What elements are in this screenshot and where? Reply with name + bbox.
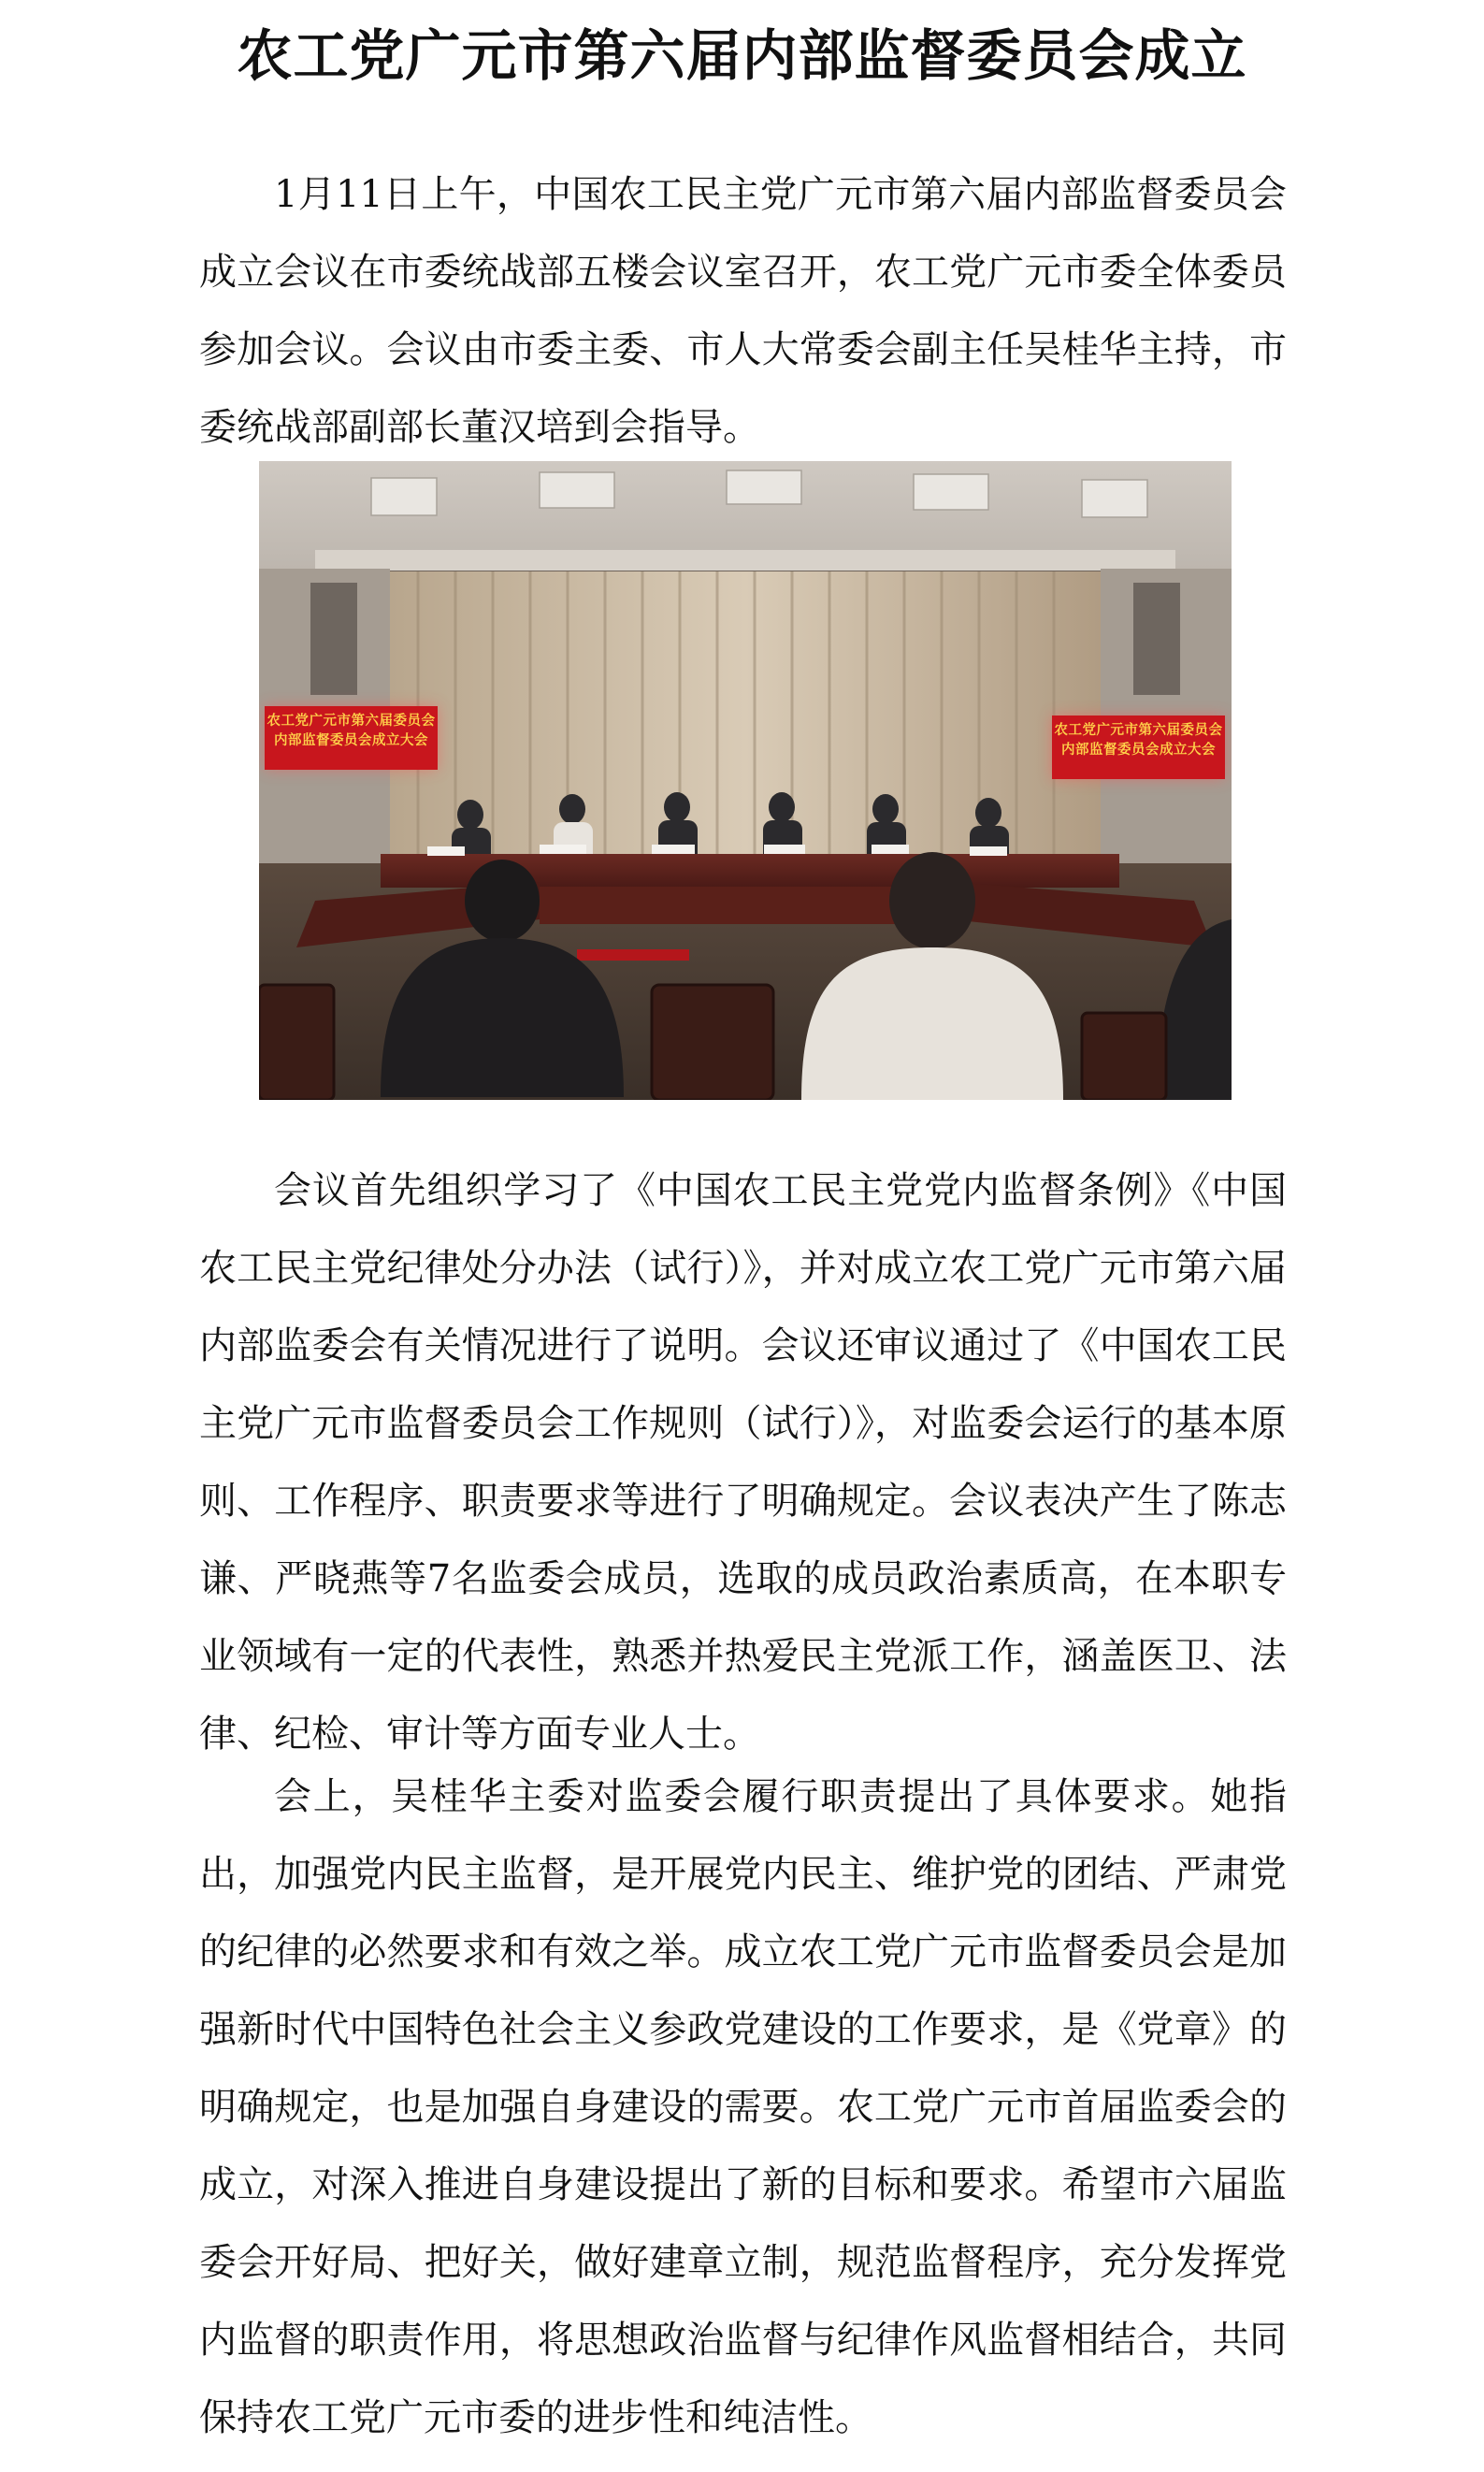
banner-left-line1: 农工党广元市第六届委员会 (267, 714, 436, 729)
paragraph-intro: 1月11日上午，中国农工民主党广元市第六届内部监督委员会成立会议在市委统战部五楼会议室召开，农工党广元市委全体委员参加会议。会议由市委主委、市人大常委会副主任吴桂华主持，市委统战部副部长董汉培到会指导。 (199, 173, 1287, 449)
banner-right-line2: 内部监督委员会成立大会 (1061, 743, 1216, 758)
article-title: 农工党广元市第六届内部监督委员会成立 (237, 23, 1247, 88)
banner-left (265, 706, 438, 770)
paragraph-requirements: 会上，吴桂华主委对监委会履行职责提出了具体要求。她指出，加强党内民主监督，是开展党内民主、维护党的团结、严肃党的纪律的必然要求和有效之举。成立农工党广元市监督委员会是加强新时代中国特色社会主义参政党建设的工作要求，是《党章》的明确规定，也是加强自身建设的需要。农工党广元市首届监委会的成立，对深入推进自身建设提出了新的目标和要求。希望市六届监委会开好局、把好关，做好建章立制，规范监督程序，充分发挥党内监督的职责作用，将思想政治监督与纪律作风监督相结合，共同保持农工党广元市委的进步性和纯洁性。 (199, 1775, 1287, 2439)
banner-right-line1: 农工党广元市第六届委员会 (1054, 723, 1223, 738)
meeting-scene (259, 461, 1232, 1100)
banner-left-line2: 内部监督委员会成立大会 (274, 733, 428, 748)
meeting-photo (259, 461, 1232, 1100)
banner-right (1052, 716, 1225, 779)
paragraph-study: 会议首先组织学习了《中国农工民主党党内监督条例》《中国农工民主党纪律处分办法（试行）》，并对成立农工党广元市第六届内部监委会有关情况进行了说明。会议还审议通过了《中国农工民主党广元市监督委员会工作规则（试行）》，对监委会运行的基本原则、工作程序、职责要求等进行了明确规定。会议表决产生了陈志谦、严晓燕等7名监委会成员，选取的成员政治素质高，在本职专业领域有一定的代表性，熟悉并热爱民主党派工作，涵盖医卫、法律、纪检、审计等方面专业人士。 (199, 1169, 1287, 1756)
